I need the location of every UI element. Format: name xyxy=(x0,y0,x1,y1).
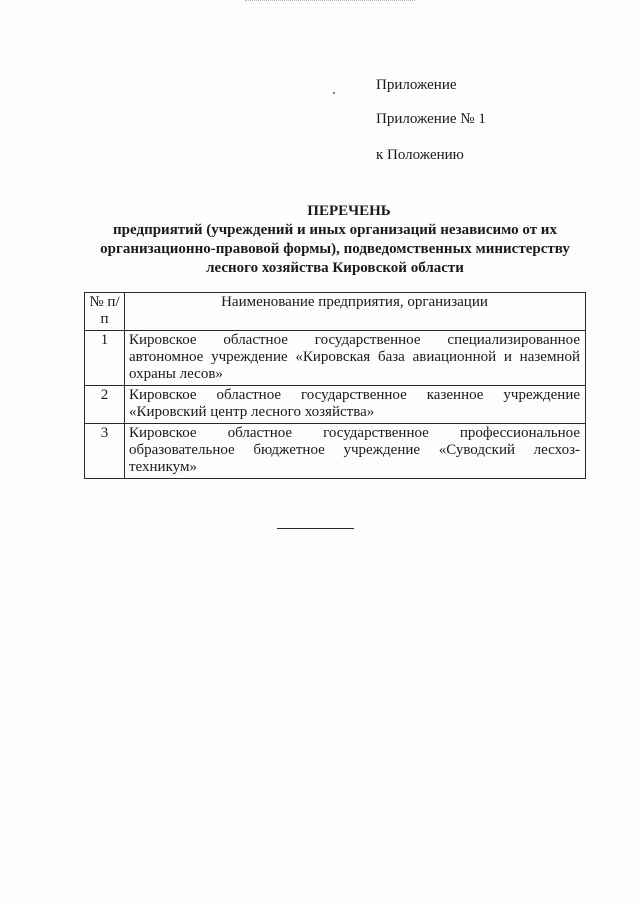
appendix-reference: к Положению xyxy=(376,147,464,163)
document-subtitle-line-2: организационно-правовой формы), подведомственных министерству xyxy=(100,241,570,257)
table-row xyxy=(85,331,586,386)
header-name: Наименование предприятия, организации xyxy=(125,293,586,331)
table-row xyxy=(85,386,586,424)
document-title-block xyxy=(90,202,580,278)
row-number: 2 xyxy=(85,386,125,424)
row-number: 1 xyxy=(85,331,125,386)
row-organization-name: Кировское областное государственное казенное учреждение «Кировский центр лесного хозяйства» xyxy=(125,386,586,424)
document-title: ПЕРЕЧЕНЬ xyxy=(307,203,391,219)
scan-artifact xyxy=(245,0,415,5)
header-number: № п/п xyxy=(85,293,125,331)
appendix-label: Приложение xyxy=(376,77,457,93)
scan-speck xyxy=(333,92,335,94)
row-number: 3 xyxy=(85,424,125,479)
document-subtitle-line-3: лесного хозяйства Кировской области xyxy=(206,260,464,276)
appendix-number: Приложение № 1 xyxy=(376,111,486,127)
row-organization-name: Кировское областное государственное специализированное автономное учреждение «Кировская база авиационной и наземной охраны лесов» xyxy=(125,331,586,386)
table-row xyxy=(85,424,586,479)
document-subtitle-line-1: предприятий (учреждений и иных организаций независимо от их xyxy=(113,222,557,238)
end-of-list-divider xyxy=(277,528,354,529)
row-organization-name: Кировское областное государственное профессиональное образовательное бюджетное учреждение «Суводский лесхоз-техникум» xyxy=(125,424,586,479)
table-header-row xyxy=(85,293,586,331)
organizations-table xyxy=(84,292,586,479)
